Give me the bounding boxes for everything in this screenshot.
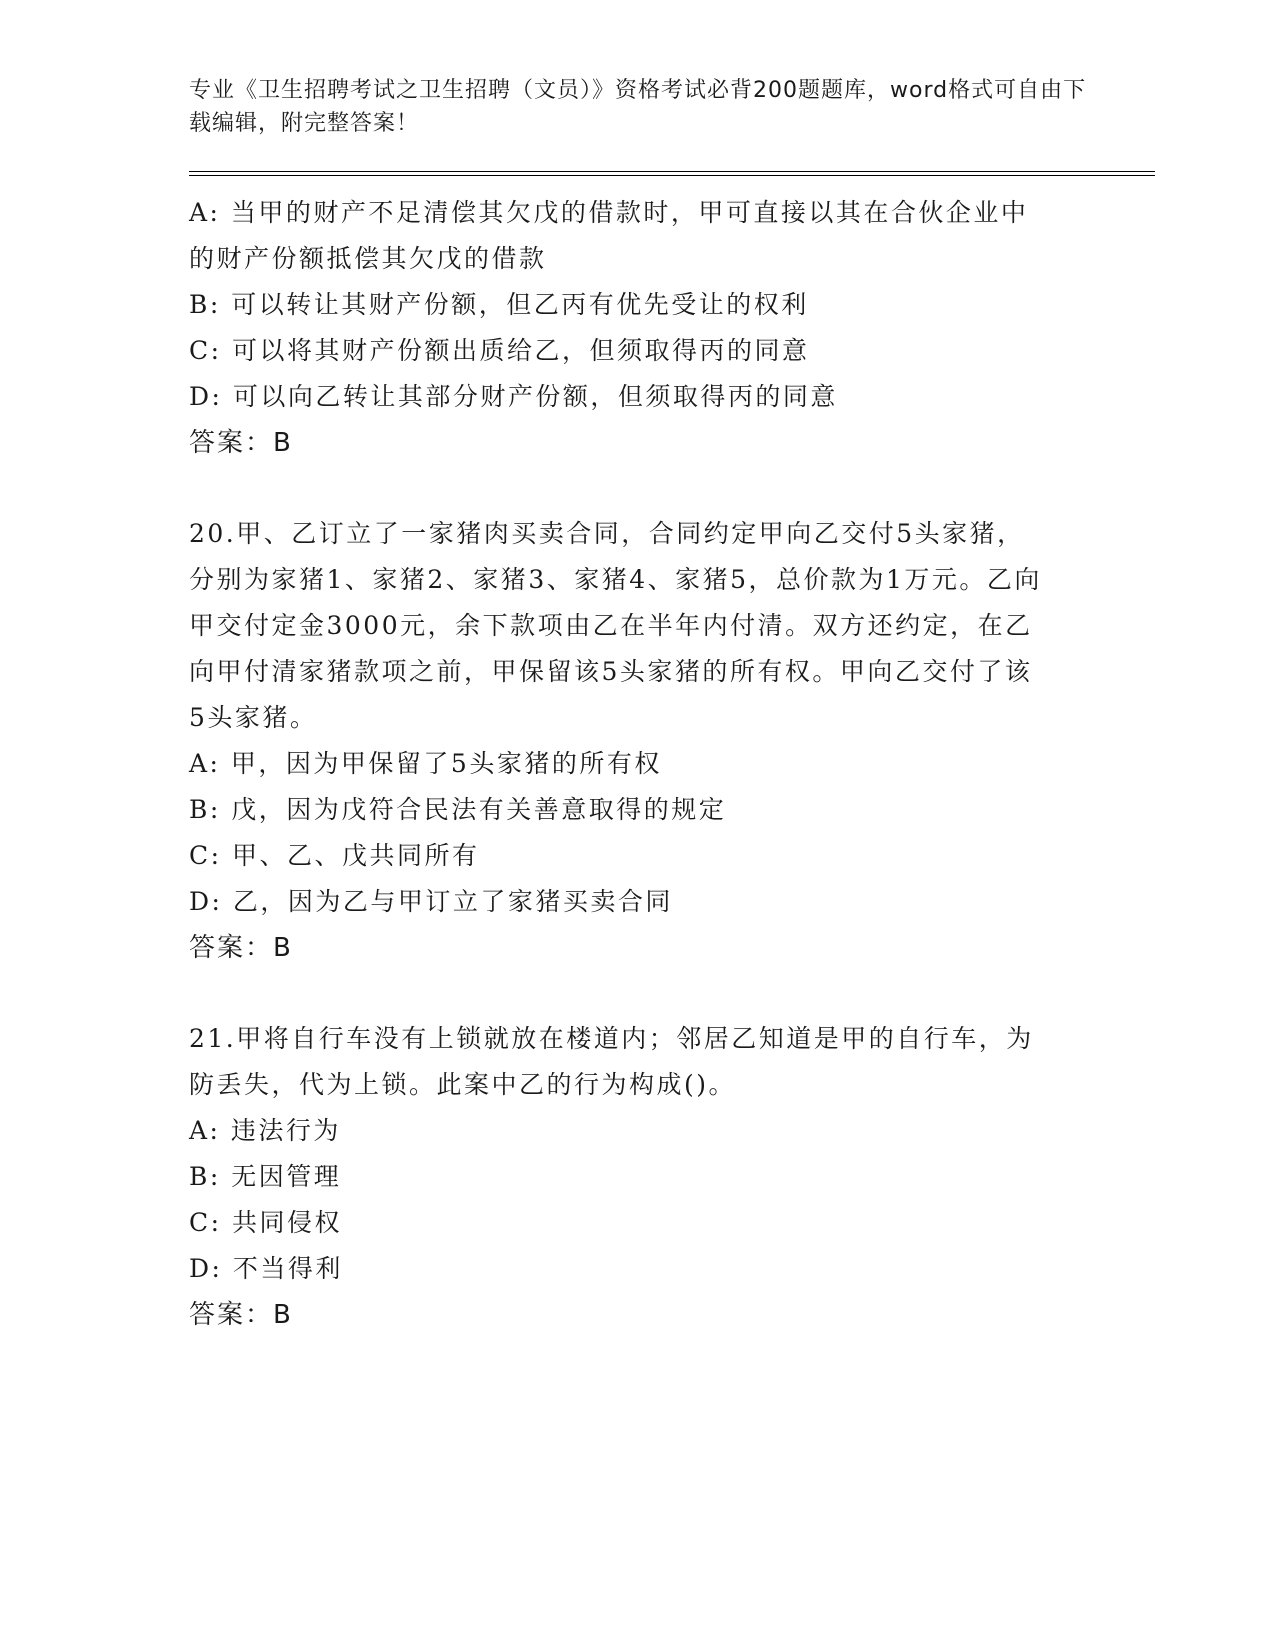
question-block	[189, 190, 1089, 466]
option-a: A: 违法行为	[189, 1116, 341, 1145]
question-text: 20.甲、乙订立了一家猪肉买卖合同，合同约定甲向乙交付5头家猪，分别为家猪1、家猪2、家猪3、家猪4、家猪5，总价款为1万元。乙向甲交付定金3000元，余下款项由乙在半年内付清。双方还约定，在乙向甲付清家猪款项之前，甲保留该5头家猪的所有权。甲向乙交付了该5头家猪。	[189, 519, 1042, 732]
header-rule-top	[189, 171, 1155, 172]
option-b: B: 可以转让其财产份额，但乙丙有优先受让的权利	[189, 290, 809, 319]
question-block	[189, 1016, 1089, 1338]
question-text: 21.甲将自行车没有上锁就放在楼道内；邻居乙知道是甲的自行车，为防丢失，代为上锁。此案中乙的行为构成()。	[189, 1024, 1034, 1099]
answer-line: 答案：B	[189, 933, 293, 963]
question-block	[189, 511, 1089, 971]
option-d: D: 可以向乙转让其部分财产份额，但须取得丙的同意	[189, 382, 838, 411]
option-c: C: 甲、乙、戊共同所有	[189, 841, 480, 870]
option-c: C: 共同侵权	[189, 1208, 342, 1237]
document-header	[189, 74, 1089, 140]
option-d: D: 不当得利	[189, 1254, 343, 1283]
option-c: C: 可以将其财产份额出质给乙，但须取得丙的同意	[189, 336, 810, 365]
answer-line: 答案：B	[189, 428, 293, 458]
option-b: B: 无因管理	[189, 1162, 342, 1191]
answer-line: 答案：B	[189, 1300, 293, 1330]
option-a: A: 当甲的财产不足清偿其欠戊的借款时，甲可直接以其在合伙企业中的财产份额抵偿其欠戊的借款	[189, 198, 1029, 273]
option-a: A: 甲，因为甲保留了5头家猪的所有权	[189, 749, 662, 778]
option-d: D: 乙，因为乙与甲订立了家猪买卖合同	[189, 887, 673, 916]
option-b: B: 戊，因为戊符合民法有关善意取得的规定	[189, 795, 727, 824]
document-body	[189, 190, 1089, 1338]
header-title: 专业《卫生招聘考试之卫生招聘（文员）》资格考试必背200题题库，word格式可自由下载编辑，附完整答案！	[189, 78, 1087, 136]
header-rule-bottom	[189, 175, 1155, 176]
